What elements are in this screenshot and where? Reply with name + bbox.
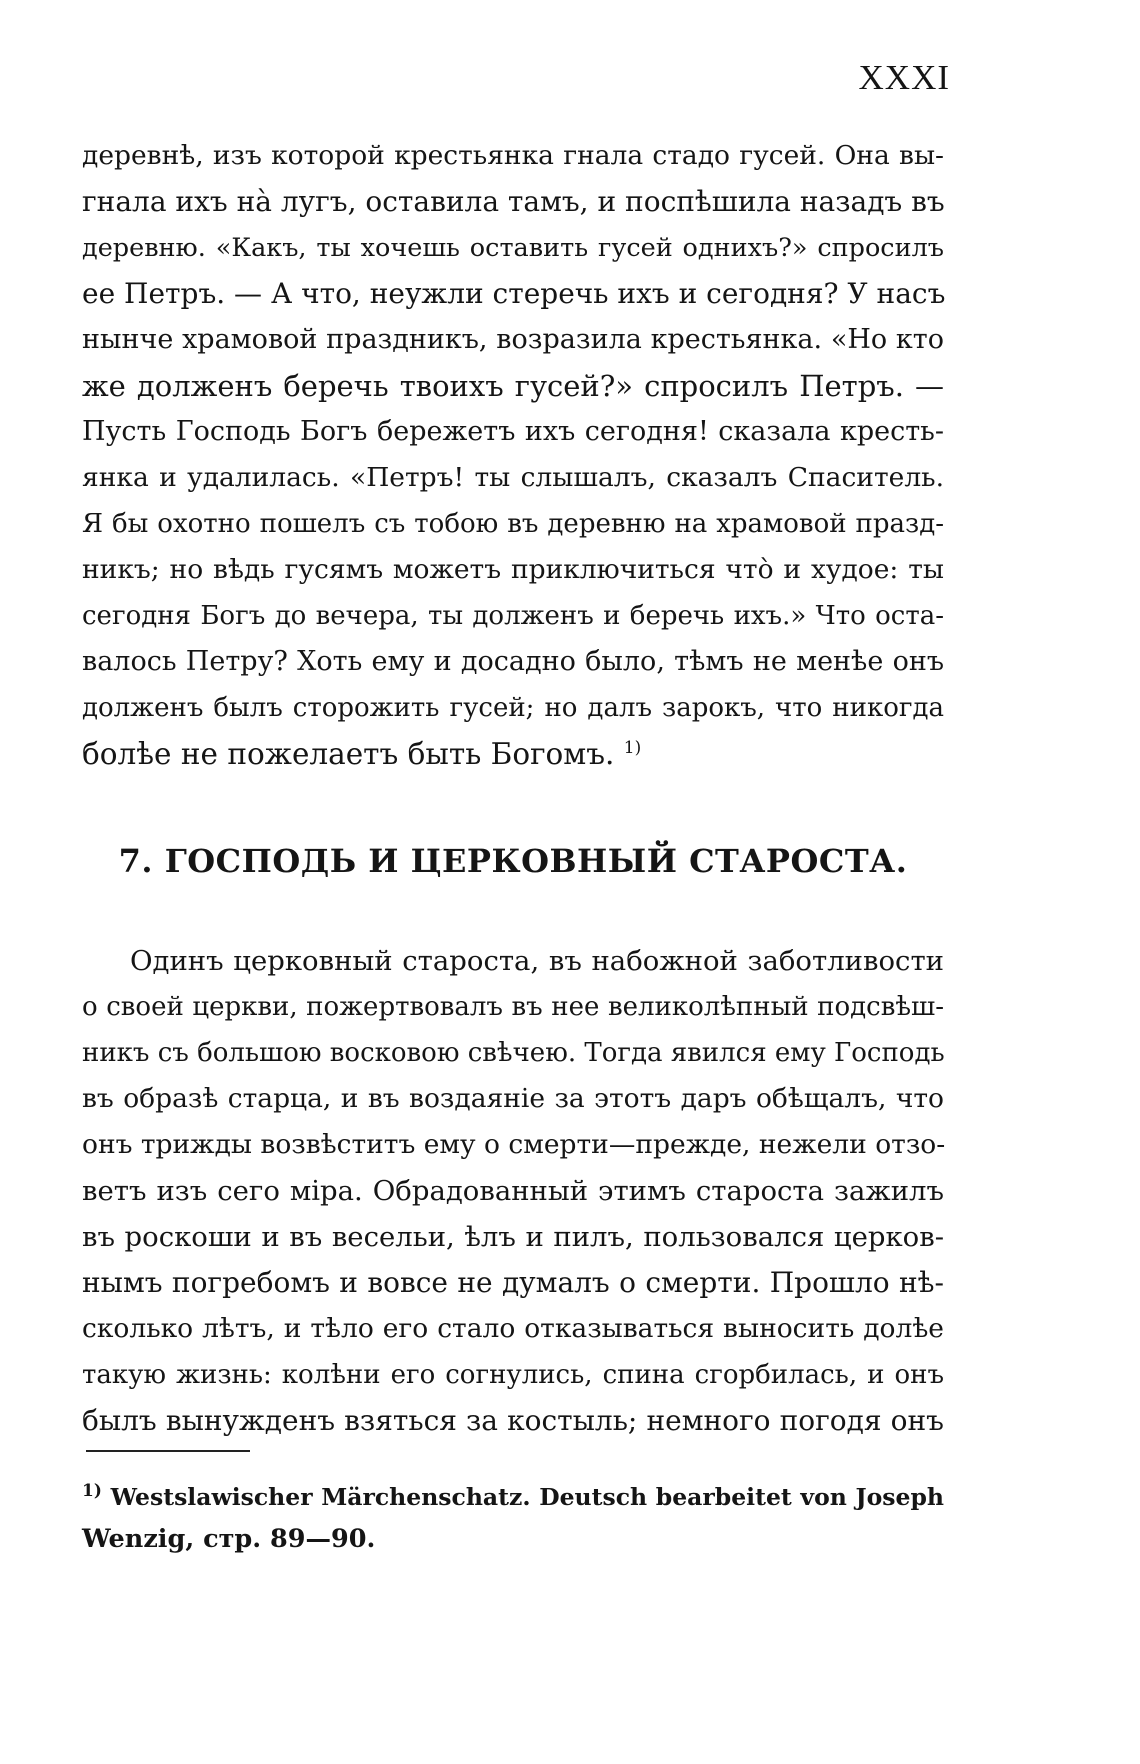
paragraph-2-line: въ роскоши и въ весельи, ѣлъ и пилъ, пользовался церков- [82,1221,944,1253]
paragraph-2-line: сколько лѣтъ, и тѣло его стало отказываться выносить долѣе [82,1313,944,1344]
footnote-marker: 1) [82,1481,102,1502]
paragraph-2-line: ветъ изъ сего міра. Обрадованный этимъ староста зажилъ [82,1175,944,1207]
paragraph-1-line: же долженъ беречь твоихъ гусей?» спросилъ Петръ. — [82,369,944,403]
paragraph-2-line: Одинъ церковный староста, въ набожной заботливости [130,945,944,977]
footnote-divider [86,1450,250,1452]
paragraph-1-line: деревнѣ, изъ которой крестьянка гнала стадо гусей. Она вы- [82,140,944,171]
paragraph-1-line: гнала ихъ на̀ лугъ, оставила тамъ, и поспѣшила назадъ въ [82,185,945,218]
footnote [82,1476,944,1560]
paragraph-1-line: янка и удалилась. «Петръ! ты слышалъ, сказалъ Спаситель. [82,462,944,493]
paragraph-2-line: нымъ погребомъ и вовсе не думалъ о смерти. Прошло нѣ- [82,1266,944,1299]
paragraph-2-line: онъ трижды возвѣститъ ему о смерти—прежде, нежели отзо- [82,1129,946,1160]
paragraph-1-line: деревню. «Какъ, ты хочешь оставить гусей однихъ?» спросилъ [82,233,944,263]
paragraph-1-line: ее Петръ. — А что, неужли стеречь ихъ и сегодня? У насъ [82,277,946,310]
footnote-line [82,1476,944,1518]
paragraph-1-line: Пусть Господь Богъ бережетъ ихъ сегодня! сказала кресть- [82,416,944,447]
paragraph-1-line: нынче храмовой праздникъ, возразила крестьянка. «Но кто [82,324,944,355]
page-number: XXXI [858,58,950,97]
paragraph-2-line: въ образѣ старца, и въ воздаяніе за этотъ даръ обѣщалъ, что [82,1083,944,1114]
paragraph-1-line: Я бы охотно пошелъ съ тобою въ деревню на храмовой празд- [82,509,944,539]
paragraph-1-last-line [82,731,944,777]
paragraph-1-line: долженъ былъ сторожить гусей; но далъ зарокъ, что никогда [82,693,944,723]
footnote-line: Wenzig, стр. 89—90. [82,1524,376,1554]
paragraph-1-line: валось Петру? Хоть ему и досадно было, тѣмъ не менѣе онъ [82,646,944,677]
paragraph-1-line: никъ; но вѣдь гусямъ можетъ приключиться что̀ и худое: ты [82,554,944,585]
paragraph-2-line: былъ вынужденъ взяться за костыль; немного погодя онъ [82,1404,944,1437]
paragraph-2 [82,938,944,1444]
paragraph-1-line: сегодня Богъ до вечера, ты долженъ и беречь ихъ.» Что оста- [82,601,944,631]
paragraph-2-line: о своей церкви, пожертвовалъ въ нее великолѣпный подсвѣш- [82,992,944,1022]
section-heading: 7. ГОСПОДЬ И ЦЕРКОВНЫЙ СТАРОСТА. [118,842,908,880]
paragraph-1-line: болѣе не пожелаетъ быть Богомъ. [82,737,615,771]
footnote-text: Westslawischer Märchenschatz. Deutsch bearbeitet von Joseph [110,1483,945,1511]
paragraph-2-line: такую жизнь: колѣни его согнулись, спина сгорбилась, и онъ [82,1360,944,1390]
paragraph-2-line: никъ съ большою восковою свѣчею. Тогда явился ему Господь [82,1038,945,1068]
footnote-reference: 1) [623,738,642,759]
paragraph-1 [82,133,944,777]
